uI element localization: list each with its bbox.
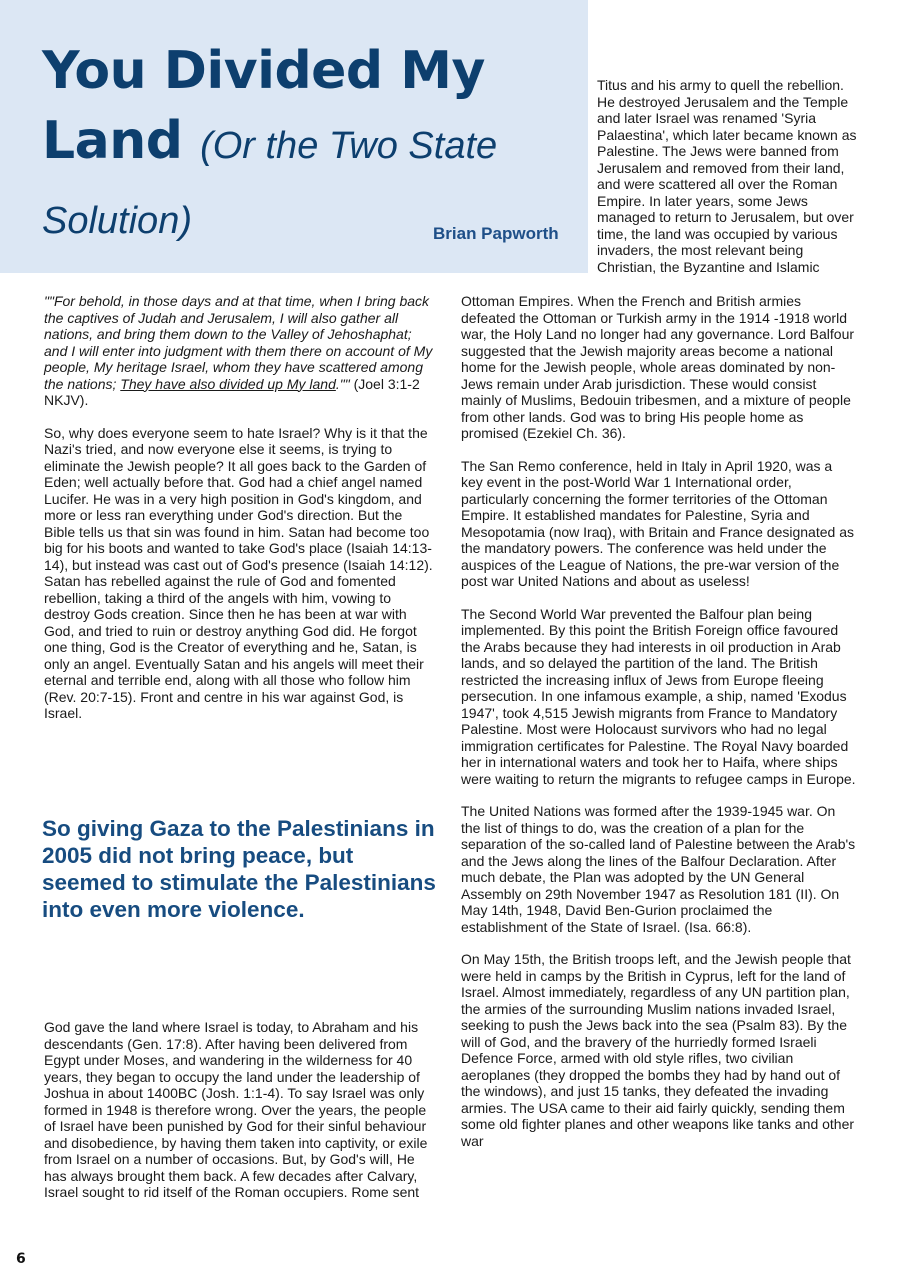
article-title: You Divided My Land [42, 41, 485, 171]
paragraph: So, why does everyone seem to hate Israel? Why is it that the Nazi's tried, and now everyone else it seems, is trying to eliminate the Jewish people? It all goes back to the Garden of Eden; well actually before that. God had a chief angel named Lucifer. He was in a very high position in God's kingdom, and more or less ran everything under God's direction. But the Bible tells us that sin was found in him. Satan had become too big for his boots and wanted to take God's place (Isaiah 14:13-14), but instead was cast out of God's presence (Isaiah 14:12). Satan has rebelled against the rule of God and fomented rebellion, taking a third of the angels with him, vowing to destroy Gods creation. Since then he has been at war with God, and tried to ruin or destroy anything God did. He forgot one thing, God is the Creator of everything and he, Satan, is only an angel. Eventually Satan and his angels will meet their eternal and terrible end, along with all those who follow him (Rev. 20:7-15). Front and centre in his war against God, is Israel. [44, 424, 433, 721]
paragraph: The United Nations was formed after the 1939-1945 war. On the list of things to do, was the creation of a plan for the separation of the so-called land of Palestine between the Arab's and the Jews along the lines of the Balfour Declaration. After much debate, the Plan was adopted by the UN General Assembly on 29th November 1947 as Resolution 181 (II). On May 14th, 1948, David Ben-Gurion proclaimed the establishment of the State of Israel. (Isa. 66:8). [461, 803, 856, 935]
paragraph: On May 15th, the British troops left, and the Jewish people that were held in camps by the British in Cyprus, left for the land of Israel. Almost immediately, regardless of any UN partition plan, the armies of the surrounding Muslim nations invaded Israel, seeking to push the Jews back into the sea (Psalm 83). By the will of God, and the bravery of the hurriedly formed Israeli Defence Force, armed with old style rifles, two civilian aeroplanes (they dropped the bombs they had by hand out of the windows), and just 15 tanks, they defeated the invading armies. The USA came to their aid fairly quickly, sending them some old fighter planes and other weapons like tanks and other war [461, 951, 855, 1149]
quote-reference: (Joel 3:1-2 NKJV). [44, 375, 420, 408]
column-left-top [44, 293, 436, 738]
column-top-right [597, 77, 862, 291]
author-byline: Brian Papworth [433, 224, 559, 243]
quote-text-main: ""For behold, in those days and at that time, when I bring back the captives of Judah and Jerusalem, I will also gather all nations, and bring them down to the Valley of Jehoshaphat; and I will enter into judgment with them there on account of My people, My heritage Israel, whom they have scattered among the nations; [44, 293, 433, 392]
column-left-bottom [44, 1019, 436, 1217]
scripture-quote [44, 293, 436, 409]
paragraph: The San Remo conference, held in Italy in April 1920, was a key event in the post-World War 1 International order, particularly concerning the former territories of the Ottoman Empire. It established mandates for Palestine, Syria and Mesopotamia (now Iraq), with Britain and France designated as the mandatory powers. The conference was held under the auspices of the League of Nations, the pre-war version of the post war United Nations and about as useless! [461, 457, 854, 589]
paragraph: God gave the land where Israel is today, to Abraham and his descendants (Gen. 17:8). After having been delivered from Egypt under Moses, and wandering in the wilderness for 40 years, they began to occupy the land under the leadership of Joshua in about 1400BC (Josh. 1:1-4). To say Israel was only formed in 1948 is therefore wrong. Over the years, the people of Israel have been punished by God for their sinful behaviour and disobedience, by having them taken into captivity, or exile from Israel on a number of occasions. But, by God's will, He has always brought them back. A few decades after Calvary, Israel sought to rid itself of the Roman occupiers. Rome sent [44, 1019, 428, 1200]
pull-quote: So giving Gaza to the Palestinians in 2005 did not bring peace, but seemed to stimulate the Palestinians into even more violence. [42, 816, 436, 922]
article-title-block [42, 36, 562, 256]
article-subtitle: (Or the Two State Solution) [42, 125, 498, 242]
quote-text-end: ."" [335, 375, 350, 392]
quote-underlined-text: They have also divided up My land [120, 375, 336, 392]
column-right [461, 293, 856, 1165]
page-number: 6 [16, 1251, 26, 1267]
paragraph: Ottoman Empires. When the French and British armies defeated the Ottoman or Turkish army in the 1914 -1918 world war, the Holy Land no longer had any governance. Lord Balfour suggested that the Jewish majority areas become a national home for the Jewish people, whole areas dominated by non-Jews remain under Arab jurisdiction. These would consist mainly of Muslims, Bedouin tribesmen, and a mixture of people from other lands. God was to bring His people home as promised (Ezekiel Ch. 36). [461, 293, 855, 441]
paragraph: The Second World War prevented the Balfour plan being implemented. By this point the British Foreign office favoured the Arabs because they had interests in oil production in Arab lands, and so delayed the partition of the land. The British restricted the increasing influx of Jews from Europe fleeing persecution. In one infamous example, a ship, named 'Exodus 1947', took 4,515 Jewish migrants from France to Mandatory Palestine. Most were Holocaust survivors who had no legal immigration certificates for Palestine. The Royal Navy boarded her in international waters and took her to Haifa, where ships were waiting to return the migrants to refugee camps in Europe. [461, 605, 856, 787]
paragraph: Titus and his army to quell the rebellion. He destroyed Jerusalem and the Temple and later Israel was renamed 'Syria Palaestina', which later became known as Palestine. The Jews were banned from Jerusalem and removed from their land, and were scattered all over the Roman Empire. In later years, some Jews managed to return to Jerusalem, but over time, the land was occupied by various invaders, the most relevant being Christian, the Byzantine and Islamic [597, 77, 857, 275]
